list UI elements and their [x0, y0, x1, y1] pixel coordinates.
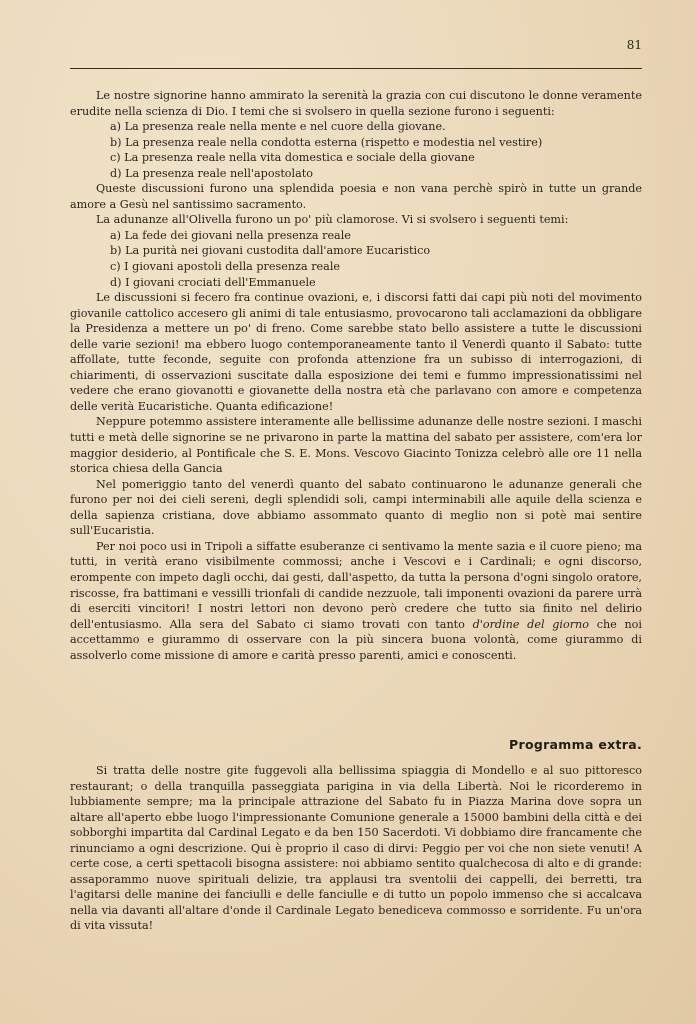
list-item: a) La fede dei giovani nella presenza reale	[110, 228, 351, 242]
intro-paragraph: Le nostre signorine hanno ammirato la serenità la grazia con cui discutono le donne veramente erudite nella scienza di Dio. I temi che si svolsero in quella sezione furono i seguenti:	[70, 89, 642, 118]
header-rule	[70, 68, 642, 69]
list-item: b) La presenza reale nella condotta esterna (rispetto e modestia nel vestire)	[110, 135, 543, 149]
extra-program-column	[70, 763, 642, 934]
page-number: 81	[626, 38, 642, 52]
list-item: c) La presenza reale nella vita domestica e sociale della giovane	[110, 151, 475, 165]
section-heading: Programma extra.	[509, 737, 642, 752]
list-item: d) La presenza reale nell'apostolato	[110, 166, 314, 180]
list-item: c) I giovani apostoli della presenza reale	[110, 260, 341, 274]
paragraph: Nel pomeriggio tanto del venerdì quanto del sabato continuarono le adunanze generali che furono per noi dei cieli sereni, degli splendidi soli, campi interminabili alle aquile della scienza e della sapienza cristiana, dove abbiamo assommato quanto di meglio non si potè mai sentire sull'Eucaristia.	[70, 477, 642, 538]
paragraph: Queste discussioni furono una splendida poesia e non vana perchè spirò in tutte un grande amore a Gesù nel santissimo sacramento.	[70, 182, 642, 211]
paragraph	[70, 539, 642, 663]
text-run: che noi accettammo e giurammo di osservare con la più sincera buona volontà, come giurammo di assolverlo come missione di amore e carità presso parenti, amici e conoscenti.	[70, 617, 642, 662]
emphasis-text: d'ordine del giorno	[472, 617, 589, 631]
list-item: a) La presenza reale nella mente e nel cuore della giovane.	[110, 120, 446, 134]
paragraph: Le discussioni si fecero fra continue ovazioni, e, i discorsi fatti dai capi più noti del movimento giovanile cattolico accesero gli animi di tale entusiasmo, provocarono tali acclamazioni da obbligare la Presidenza a mettere un po' di freno. Come sarebbe stato bello assistere a tutte le discussioni delle varie sezioni! ma ebbero luogo contemporaneamente tanto il Venerdì quanto il Sabato: tutte affollate, tutte feconde, seguite con profonda attenzione fra un subisso di interrogazioni, di chiarimenti, di osservazioni suscitate dalla esposizione dei temi e fummo impressionatissimi nel vedere che erano giovanotti e giovanette della nostra età che parlavano con amore e competenza delle verità Eucaristiche. Quanta edificazione!	[70, 291, 642, 413]
list-item: d) I giovani crociati dell'Emmanuele	[110, 275, 316, 289]
paragraph: Neppure potemmo assistere interamente alle bellissime adunanze delle nostre sezioni. I maschi tutti e metà delle signorine se ne privarono in parte la mattina del sabato per assistere, com'era lor maggior desiderio, al Pontificale che S. E. Mons. Vescovo Giacinto Tonizza celebrò alle ore 11 nella storica chiesa della Gancia	[70, 415, 642, 476]
main-text-column	[70, 88, 642, 663]
text-run: Per noi poco usi in Tripoli a siffatte esuberanze ci sentivamo la mente sazia e il cuore pieno; ma tutti, in verità erano visibilmente commossi; anche i Vescovi e i Cardinali; e ogni discorso, erompente con impeto dagli occhi, dai gesti, dall'aspetto, da tutta la persona d'ogni singolo oratore, riscosse, fra battimani e vessilli trionfali di candide nezzuole, tali imponenti ovazioni da parere urrà di eserciti vincitori! I nostri lettori non devono però credere che tutto sia finito nel delirio dell'entusiasmo. Alla sera del Sabato ci siamo trovati con tanto	[70, 539, 642, 631]
paragraph: La adunanze all'Olivella furono un po' più clamorose. Vi si svolsero i seguenti temi:	[96, 213, 569, 227]
list-item: b) La purità nei giovani custodita dall'amore Eucaristico	[110, 244, 431, 258]
olivella-topic-list	[70, 228, 642, 290]
topic-list	[70, 119, 642, 181]
paragraph: Si tratta delle nostre gite fuggevoli alla bellissima spiaggia di Mondello e al suo pittoresco restaurant; o della tranquilla passeggiata parigina in via della Libertà. Noi le ricorderemo in lubbiamente sempre; ma la principale attrazione del Sabato fu in Piazza Marina dove sopra un altare all'aperto ebbe luogo l'impressionante Comunione generale a 15000 bambini della città e dei sobborghi impartita dal Cardinal Legato e da ben 150 Sacerdoti. Vi dobbiamo dire francamente che rinunciamo a ogni descrizione. Qui è proprio il caso di dirvi: Peggio per voi che non siete venuti! A certe cose, a certi spettacoli bisogna assistere: noi abbiamo sentito qualchecosa di alto e di grande: assaporammo nuove spirituali delizie, tra applausi tra sventolii dei cappelli, dei berretti, tra l'agitarsi delle manine dei fanciulli e delle fanciulle e di tutto un popolo immenso che si accalcava nella via davanti all'altare d'onde il Cardinale Legato benediceva commosso e sorridente. Fu un'ora di vita vissuta!	[70, 764, 642, 933]
